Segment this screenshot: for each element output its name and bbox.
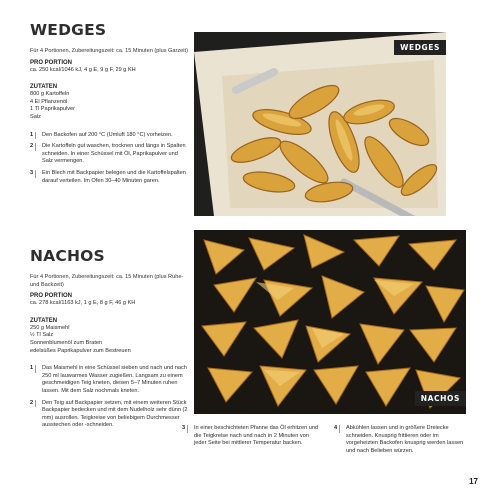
recipe-step <box>334 425 464 455</box>
step-number: 2 <box>30 143 36 151</box>
wedges-photo-label: WEDGES <box>394 40 446 55</box>
nachos-ingredients <box>30 325 190 355</box>
ingredient: 800 g Kartoffeln <box>30 91 70 98</box>
nachos-ingredients-heading: ZUTATEN <box>30 317 58 324</box>
recipe-step <box>30 365 190 395</box>
ingredient: Sonnenblumenöl zum Braten <box>30 339 103 346</box>
recipe-step <box>30 132 190 140</box>
step-number: 4 <box>334 425 340 433</box>
ingredient: edelsüßes Paprikapulver zum Bestreuen <box>30 347 131 354</box>
step-number: 1 <box>30 365 36 373</box>
step-text: Den Teig auf Backpapier setzen, mit einem weiteren Stück Backpapier bedecken und mit dem Nudelholz sehr dünn (2 mm) ausrollen. Teigkreise von beliebigem Durchmesser ausstechen oder -schneiden. <box>42 399 188 429</box>
step-text: Das Maismehl in eine Schüssel sieben und nach und nach 250 ml lauwarmes Wasser zugießen. Langsam zu einem geschmeidigen Teig kneten, diesen 5–7 Minuten ruhen lassen. Mit dem Salz nochmals kneten. <box>42 365 187 394</box>
wedges-ingredients-heading: ZUTATEN <box>30 84 58 91</box>
ingredient: 250 g Maismehl <box>30 324 70 331</box>
nachos-photo-illustration <box>194 230 466 414</box>
step-text: Abkühlen lassen und in größere Dreiecke schneiden. Knusprig frittieren oder im vorgeheizten Backofen knusprig werden lassen und nach Belieben würzen. <box>346 425 464 454</box>
page-number: 17 <box>469 477 478 486</box>
wedges-steps <box>30 132 190 186</box>
wedges-nutrition: ca. 250 kcal/1046 kJ, 4 g E, 9 g F, 29 g KH <box>30 66 136 73</box>
wedges-intro: Für 4 Portionen, Zubereitungszeit: ca. 15 Minuten (plus Garzeit) <box>30 48 188 54</box>
step-number: 2 <box>30 400 36 408</box>
recipe-step <box>30 170 190 185</box>
recipe-step <box>30 400 190 430</box>
ingredient: 4 El Pflanzenöl <box>30 98 68 105</box>
step-number: 3 <box>182 425 188 433</box>
wedges-photo <box>194 32 446 216</box>
nachos-step-column-4 <box>334 425 464 459</box>
step-text: Die Kartoffeln gut waschen, trocknen und längs in Spalten schneiden. In einer Schüssel mit Öl, Paprikapulver und Salz vermengen. <box>42 143 186 165</box>
wedges-recipe <box>30 22 190 189</box>
nachos-title: NACHOS <box>30 247 105 265</box>
recipe-step <box>182 425 322 448</box>
nachos-portion-heading: PRO PORTION <box>30 293 73 300</box>
nachos-recipe <box>30 248 190 434</box>
step-text: Ein Blech mit Backpapier belegen und die Kartoffelspalten darauf verteilen. Im Ofen 30–40 Minuten garen. <box>42 169 186 184</box>
step-text: In einer beschichteten Pfanne das Öl erhitzen und die Teigkreise nach und nach in 2 Minuten von jeder Seite bei mittlerer Temperatur backen. <box>194 425 319 447</box>
wedges-portion-heading: PRO PORTION <box>30 59 73 66</box>
step-number: 3 <box>30 170 36 178</box>
recipe-step <box>30 143 190 166</box>
nachos-step-column-3 <box>182 425 322 452</box>
nachos-nutrition: ca. 278 kcal/1163 kJ, 1 g E, 8 g F, 46 g KH <box>30 300 136 307</box>
ingredient: Salz <box>30 113 41 120</box>
nachos-steps <box>30 365 190 430</box>
nachos-photo <box>194 230 466 414</box>
wedges-photo-illustration <box>194 32 446 216</box>
ingredient: ½ Tl Salz <box>30 332 54 339</box>
step-text: Den Backofen auf 200 °C (Umluft 180 °C) vorheizen. <box>42 131 173 138</box>
nachos-intro: Für 4 Portionen, Zubereitungszeit: ca. 15 Minuten (plus Ruhe- und Backzeit) <box>30 274 184 288</box>
wedges-title: WEDGES <box>30 21 107 39</box>
wedges-ingredients <box>30 91 190 121</box>
step-number: 1 <box>30 132 36 140</box>
ingredient: 1 Tl Paprikapulver <box>30 106 75 113</box>
nachos-photo-label: NACHOS <box>415 391 466 406</box>
